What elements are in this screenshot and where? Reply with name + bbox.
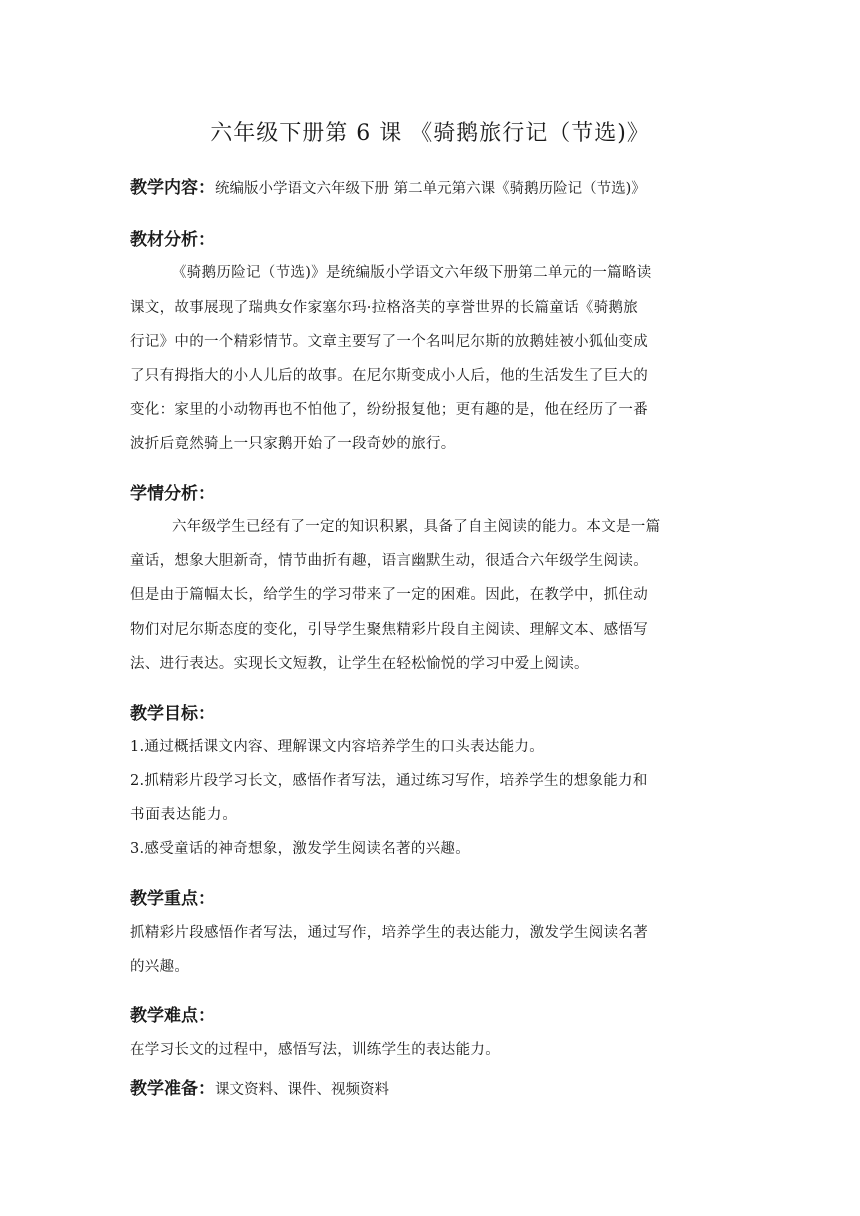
material-analysis-line: 了只有拇指大的小人儿后的故事。在尼尔斯变成小人后，他的生活发生了巨大的 bbox=[130, 368, 648, 384]
goals-label: 教学目标： bbox=[130, 704, 215, 724]
content-label: 教学内容： bbox=[130, 178, 215, 198]
student-analysis-line: 但是由于篇幅太长，给学生的学习带来了一定的困难。因此，在教学中，抓住动 bbox=[130, 587, 648, 603]
goals-line: 书面表达能力。 bbox=[130, 807, 238, 823]
material-analysis-line: 课文，故事展现了瑞典女作家塞尔玛·拉格洛芙的享誉世界的长篇童话《骑鹅旅 bbox=[130, 300, 639, 316]
student-analysis-line: 童话，想象大胆新奇，情节曲折有趣，语言幽默生动，很适合六年级学生阅读。 bbox=[130, 553, 648, 569]
student-analysis-line: 法、进行表达。实现长文短教，让学生在轻松愉悦的学习中爱上阅读。 bbox=[130, 656, 589, 672]
student-analysis-line: 物们对尼尔斯态度的变化，引导学生聚焦精彩片段自主阅读、理解文本、感悟写 bbox=[130, 622, 648, 638]
material-analysis-line: 波折后竟然骑上一只家鹅开始了一段奇妙的旅行。 bbox=[130, 436, 456, 452]
material-analysis-label: 教材分析： bbox=[130, 230, 215, 250]
material-analysis-line: 变化：家里的小动物再也不怕他了，纷纷报复他；更有趣的是，他在经历了一番 bbox=[130, 402, 648, 418]
student-analysis-label: 学情分析： bbox=[130, 484, 215, 504]
material-analysis-line: 行记》中的一个精彩情节。文章主要写了一个名叫尼尔斯的放鹅娃被小狐仙变成 bbox=[130, 334, 648, 350]
content-text: 统编版小学语文六年级下册 第二单元第六课《骑鹅历险记（节选)》 bbox=[215, 181, 646, 197]
content-section bbox=[130, 176, 646, 201]
material-analysis-line: 《骑鹅历险记（节选)》是统编版小学语文六年级下册第二单元的一篇略读 bbox=[172, 265, 652, 281]
difficulties-line: 在学习长文的过程中，感悟写法，训练学生的表达能力。 bbox=[130, 1042, 500, 1058]
student-analysis-line: 六年级学生已经有了一定的知识积累，具备了自主阅读的能力。本文是一篇 bbox=[172, 519, 661, 535]
preparation-section bbox=[130, 1077, 389, 1102]
page-title: 六年级下册第 6 课 《骑鹅旅行记（节选)》 bbox=[210, 121, 650, 146]
key-points-label: 教学重点： bbox=[130, 889, 215, 909]
difficulties-label: 教学难点： bbox=[130, 1006, 215, 1026]
key-points-line: 的兴趣。 bbox=[130, 959, 190, 975]
key-points-line: 抓精彩片段感悟作者写法，通过写作，培养学生的表达能力，激发学生阅读名著 bbox=[130, 925, 648, 941]
goals-line: 2.抓精彩片段学习长文，感悟作者写法，通过练习写作，培养学生的想象能力和 bbox=[130, 773, 648, 789]
goals-line: 3.感受童话的神奇想象，激发学生阅读名著的兴趣。 bbox=[130, 841, 471, 857]
preparation-text: 课文资料、课件、视频资料 bbox=[215, 1082, 389, 1098]
goals-line: 1.通过概括课文内容、理解课文内容培养学生的口头表达能力。 bbox=[130, 739, 545, 755]
preparation-label: 教学准备： bbox=[130, 1079, 215, 1099]
